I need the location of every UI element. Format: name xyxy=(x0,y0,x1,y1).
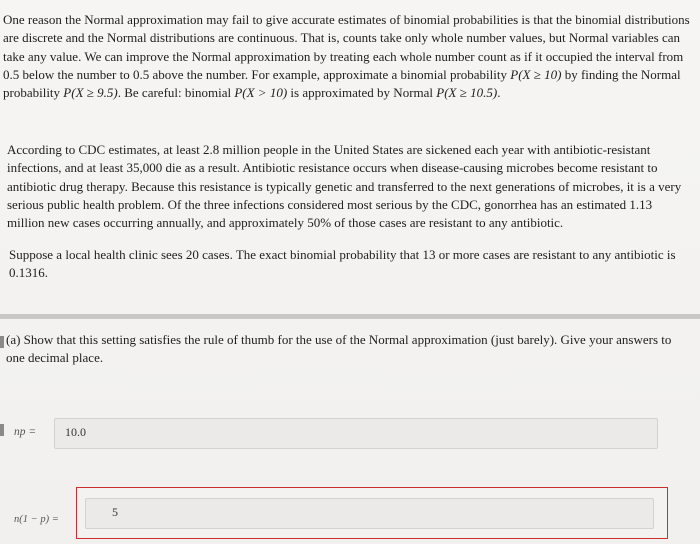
np-label: np = xyxy=(14,426,37,438)
n-one-minus-p-answer-field[interactable]: 5 xyxy=(85,498,654,529)
math-p-x-ge-9-5: P(X ≥ 9.5) xyxy=(63,85,118,101)
math-p-x-gt-10: P(X > 10) xyxy=(234,85,288,101)
intro-paragraph xyxy=(3,11,691,102)
intro-text-3: . Be careful: binomial xyxy=(117,85,235,101)
math-p-x-ge-10: P(X ≥ 10) xyxy=(510,66,562,82)
intro-text-2: by finding the Normal probability xyxy=(3,66,681,101)
answer-marker xyxy=(0,424,4,436)
intro-text-1: One reason the Normal approximation may fail to give accurate estimates of binomial probabilities is that the binomial distributions are discrete and the Normal distributions are continuous. That is, counts take only whole number values, but Normal variables can take any value. We can improve the Normal approximation by treating each whole number count as if it occupied the interval from 0.5 below the number to 0.5 above the number. For example, approximate a binomial probability xyxy=(3,12,690,82)
n-one-minus-p-label: n(1 − p) = xyxy=(14,514,59,525)
intro-text-4: is approximated by Normal xyxy=(287,85,437,101)
section-divider xyxy=(0,314,700,319)
cdc-paragraph: According to CDC estimates, at least 2.8 million people in the United States are sickened each year with antibiotic-resistant infections, and at least 35,000 die as a result. Antibiotic resistance occurs when disease-causing microbes become resistant to antibiotic drug therapy. Because this resistance is typically genetic and transferred to the next generations of microbes, it is a very serious public health problem. Of the three infections considered most serious by the CDC, gonorrhea has an estimated 1.13 million new cases occurring annually, and approximately 50% of those cases are resistant to any antibiotic. xyxy=(7,142,682,231)
math-p-x-ge-10-5: P(X ≥ 10.5) xyxy=(436,85,498,101)
clinic-paragraph: Suppose a local health clinic sees 20 cases. The exact binomial probability that 13 or more cases are resistant to any antibiotic is 0.1316. xyxy=(9,247,676,281)
intro-text-5: . xyxy=(497,85,501,101)
part-a-prompt: (a) Show that this setting satisfies the rule of thumb for the use of the Normal approximation (just barely). Give your answers to one decimal place. xyxy=(6,332,672,366)
question-marker xyxy=(0,336,4,348)
np-answer-field[interactable]: 10.0 xyxy=(54,418,658,449)
